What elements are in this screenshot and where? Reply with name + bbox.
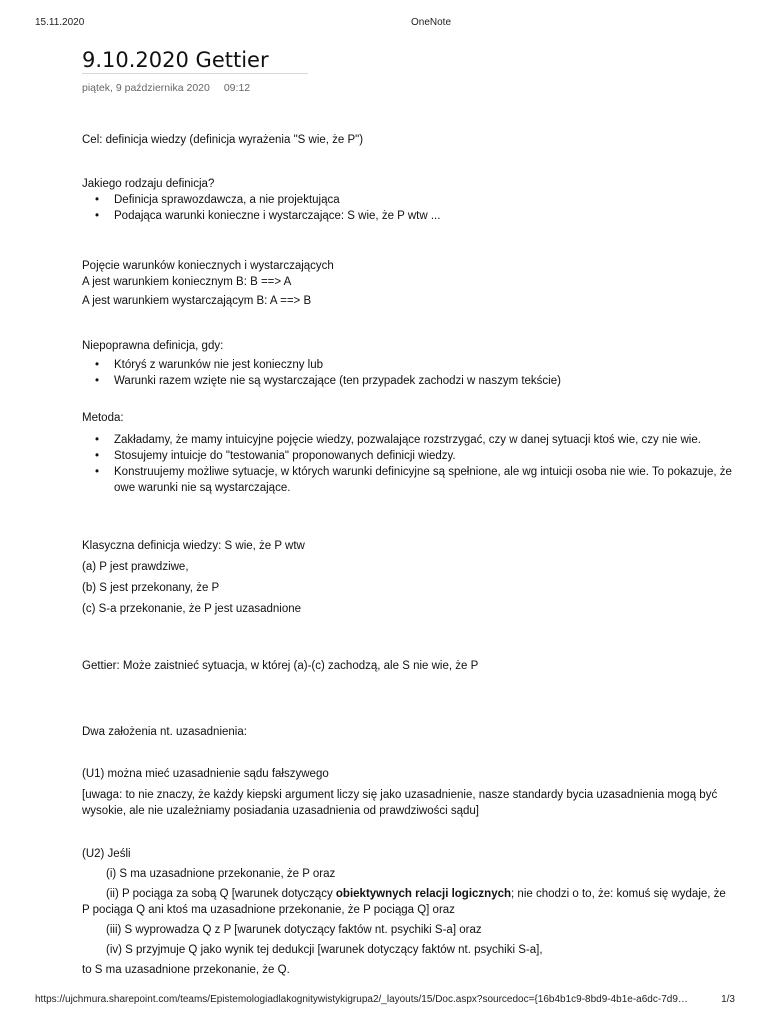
page-title: 9.10.2020 Gettier xyxy=(82,52,308,74)
incorrect-heading: Niepoprawna definicja, gdy: xyxy=(82,340,224,352)
u2-condition-iv: (iv) S przyjmuje Q jako wynik tej dedukcji [warunek dotyczący faktów nt. psychiki S-a], xyxy=(106,944,543,956)
print-url: https://ujchmura.sharepoint.com/teams/Epistemologiadlakognitywistykigrupa2/_layouts/15/Doc.aspx?sourcedoc={16b4b1c9-8bd9-4b1e-a6dc-7d9… xyxy=(35,994,688,1005)
assumptions-heading: Dwa założenia nt. uzasadnienia: xyxy=(82,726,247,738)
print-header xyxy=(0,17,768,31)
u1-label: (U1) można mieć uzasadnienie sądu fałszywego xyxy=(82,768,329,780)
list-item: • Podająca warunki konieczne i wystarczające: S wie, że P wtw ... xyxy=(82,208,732,224)
u2-conclusion: to S ma uzasadnione przekonanie, że Q. xyxy=(82,964,290,976)
sufficient-condition: A jest warunkiem wystarczającym B: A ==> B xyxy=(82,295,312,307)
u2-condition-iii: (iii) S wyprowadza Q z P [warunek dotyczący faktów nt. psychiki S-a] oraz xyxy=(106,924,482,936)
u2-block xyxy=(82,846,732,978)
classic-condition-c: (c) S-a przekonanie, że P jest uzasadnione xyxy=(82,603,302,615)
list-item: • Konstruujemy możliwe sytuacje, w których warunki definicyjne są spełnione, ale wg intuicji osoba nie wie. To pokazuje, że owe warunki nie są wystarczające. xyxy=(82,464,732,496)
assumptions-block xyxy=(82,724,732,740)
gettier-claim: Gettier: Może zaistnieć sytuacja, w której (a)-(c) zachodzą, ale S nie wie, że P xyxy=(82,660,479,672)
list-item: • Któryś z warunków nie jest konieczny lub xyxy=(82,357,732,373)
note-date: piątek, 9 października 2020 xyxy=(82,82,210,94)
u2-condition-ii-start: (ii) P pociąga za sobą Q [warunek dotyczący xyxy=(106,888,336,900)
classic-condition-a: (a) P jest prawdziwe, xyxy=(82,561,189,573)
incorrect-list xyxy=(82,357,732,389)
note-page xyxy=(82,48,732,976)
definition-kind-heading: Jakiego rodzaju definicja? xyxy=(82,178,215,190)
list-item: • Definicja sprawozdawcza, a nie projektująca xyxy=(82,192,732,208)
necessary-condition: A jest warunkiem koniecznym B: B ==> A xyxy=(82,276,292,288)
u2-condition-i: (i) S ma uzasadnione przekonanie, że P oraz xyxy=(106,868,336,880)
list-item: • Stosujemy intuicje do "testowania" proponowanych definicji wiedzy. xyxy=(82,448,732,464)
u2-condition-ii-emphasis: obiektywnych relacji logicznych xyxy=(335,888,512,900)
classic-condition-b: (b) S jest przekonany, że P xyxy=(82,582,220,594)
method-heading: Metoda: xyxy=(82,412,124,424)
u2-condition-ii xyxy=(82,886,732,918)
conditions-block xyxy=(82,258,732,309)
print-page-number: 1/3 xyxy=(721,994,735,1005)
list-item: • Warunki razem wzięte nie są wystarczające (ten przypadek zachodzi w naszym tekście) xyxy=(82,373,732,389)
classic-definition-block xyxy=(82,538,732,617)
print-app-name: OneNote xyxy=(410,17,452,28)
u1-note: [uwaga: to nie znaczy, że każdy kiepski argument liczy się jako uzasadnienie, nasze standardy bycia uzasadnienia mogą być wysokie, ale nie uzależniamy posiadania uzasadnienia od prawdziwości sądu] xyxy=(82,789,718,817)
u2-condition-ii-end: ; nie chodzi o to, że: komuś się wydaje, że P pociąga Q ani ktoś ma uzasadnione przekonanie, że P pociąga Q] oraz xyxy=(82,888,726,916)
definition-kind-block xyxy=(82,176,732,224)
definition-kind-list xyxy=(82,192,732,224)
list-item: • Zakładamy, że mamy intuicyjne pojęcie wiedzy, pozwalające rozstrzygać, czy w danej sytuacji ktoś wie, czy nie wie. xyxy=(82,432,732,448)
incorrect-definition-block xyxy=(82,338,732,389)
note-time: 09:12 xyxy=(223,82,251,94)
conditions-heading: Pojęcie warunków koniecznych i wystarczających xyxy=(82,260,334,272)
goal-block xyxy=(82,132,732,148)
goal-text: Cel: definicja wiedzy (definicja wyrażenia "S wie, że P") xyxy=(82,134,364,146)
gettier-block xyxy=(82,658,732,674)
note-meta xyxy=(82,80,732,96)
print-date: 15.11.2020 xyxy=(35,17,85,28)
u2-label: (U2) Jeśli xyxy=(82,848,131,860)
u1-block xyxy=(82,766,732,819)
classic-heading: Klasyczna definicja wiedzy: S wie, że P wtw xyxy=(82,540,305,552)
method-block xyxy=(82,410,732,496)
method-list xyxy=(82,432,732,496)
